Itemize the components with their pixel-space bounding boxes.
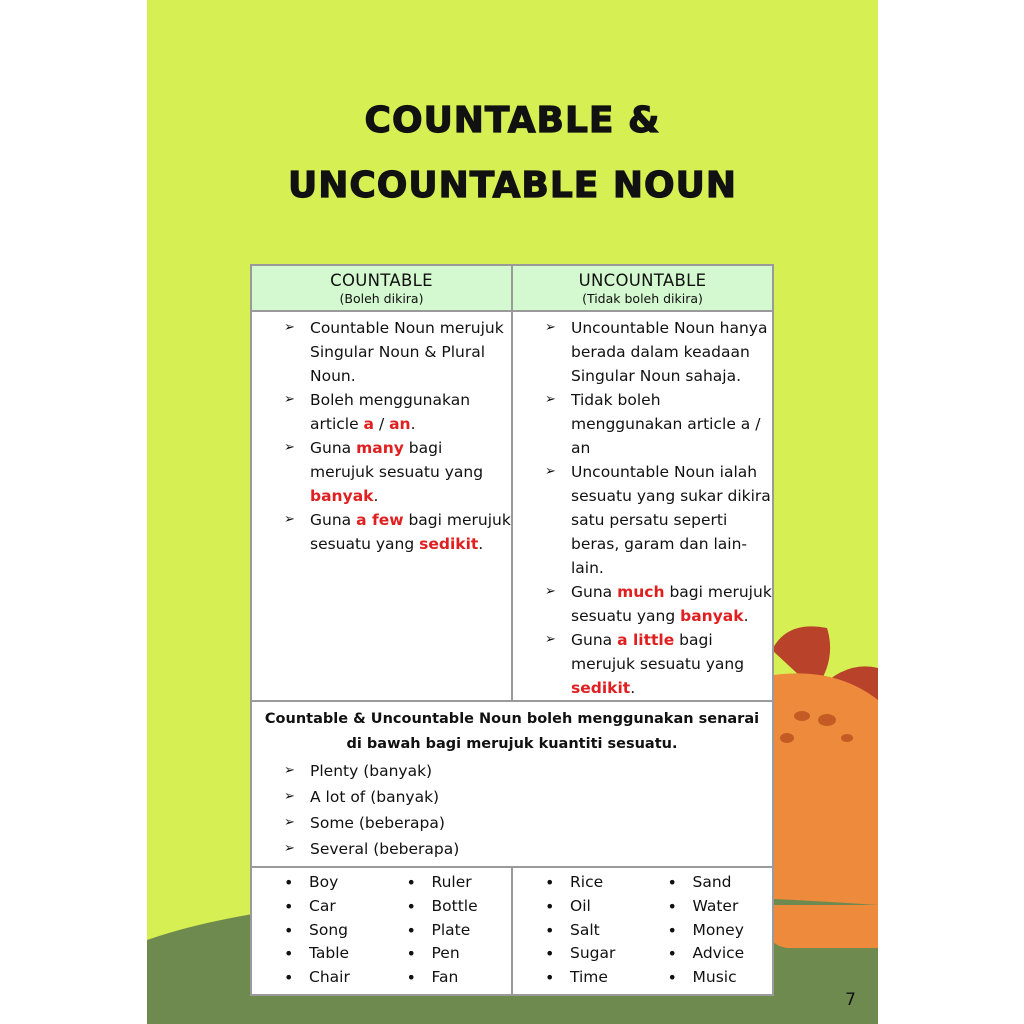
countable-example: • Song	[252, 919, 382, 943]
uncountable-rules-cell	[512, 311, 773, 701]
uncountable-example: • Oil	[513, 895, 643, 919]
rule-item	[571, 316, 772, 388]
countable-rules-list	[252, 316, 511, 556]
quantifier-item: ➢ Several (beberapa)	[310, 836, 772, 862]
uncountable-example: • Advice	[643, 942, 773, 966]
rule-text: Boleh menggunakan article	[310, 391, 471, 433]
countable-examples-cell	[251, 867, 512, 995]
quantifier-item: ➢ A lot of (banyak)	[310, 784, 772, 810]
highlight-keyword: a	[363, 415, 375, 433]
rule-item	[571, 628, 772, 700]
highlight-keyword: many	[356, 439, 404, 457]
rule-item	[310, 508, 511, 556]
countable-example: • Ruler	[382, 871, 512, 895]
rule-text: .	[743, 607, 749, 625]
countable-example: • Bottle	[382, 895, 512, 919]
uncountable-example: • Sand	[643, 871, 773, 895]
rule-text: /	[374, 415, 390, 433]
uncountable-examples-col2	[643, 871, 773, 990]
countable-rules-cell	[251, 311, 512, 701]
highlight-keyword: sedikit	[419, 535, 479, 553]
rule-item	[571, 460, 772, 580]
rule-text: bagi merujuk sesuatu yang	[310, 511, 511, 553]
countable-heading: COUNTABLE	[330, 271, 433, 290]
quantifier-note: Countable & Uncountable Noun boleh menggunakan senarai di bawah bagi merujuk kuantiti sesuatu.	[264, 711, 760, 752]
highlight-keyword: banyak	[680, 607, 744, 625]
uncountable-example: • Water	[643, 895, 773, 919]
page-title-line2: UNCOUNTABLE NOUN	[288, 165, 737, 206]
noun-comparison-table	[250, 264, 774, 996]
rule-text: Guna	[571, 631, 618, 649]
rule-item	[571, 580, 772, 628]
countable-examples-col2	[382, 871, 512, 990]
rule-text: Countable Noun merujuk Singular Noun & Plural Noun.	[310, 319, 504, 385]
rule-text: Uncountable Noun hanya berada dalam keadaan Singular Noun sahaja.	[571, 319, 768, 385]
rule-item	[571, 388, 772, 460]
rule-text: Guna	[310, 511, 357, 529]
countable-example: • Car	[252, 895, 382, 919]
uncountable-rules-list	[513, 316, 772, 700]
rule-item	[310, 436, 511, 508]
countable-example: • Chair	[252, 966, 382, 990]
uncountable-example: • Sugar	[513, 942, 643, 966]
countable-example: • Table	[252, 942, 382, 966]
uncountable-example: • Rice	[513, 871, 643, 895]
quantifier-item: ➢ Some (beberapa)	[310, 810, 772, 836]
uncountable-example: • Money	[643, 919, 773, 943]
quantifier-list	[252, 758, 772, 862]
uncountable-example: • Salt	[513, 919, 643, 943]
rule-text: Uncountable Noun ialah sesuatu yang sukar dikira satu persatu seperti beras, garam dan lain-lain.	[571, 463, 771, 577]
rule-text: .	[373, 487, 379, 505]
uncountable-subheading: (Tidak boleh dikira)	[582, 291, 703, 306]
rule-item	[310, 316, 511, 388]
highlight-keyword: an	[389, 415, 411, 433]
countable-subheading: (Boleh dikira)	[339, 291, 424, 306]
countable-example: • Plate	[382, 919, 512, 943]
highlight-keyword: banyak	[310, 487, 374, 505]
quantifier-cell	[251, 701, 773, 867]
uncountable-examples-col1	[513, 871, 643, 990]
uncountable-examples-cell	[512, 867, 773, 995]
rule-text: Guna	[310, 439, 357, 457]
rule-item	[310, 388, 511, 436]
highlight-keyword: a little	[617, 631, 675, 649]
rule-text: bagi merujuk sesuatu yang	[571, 631, 745, 673]
rule-text: bagi merujuk sesuatu yang	[310, 439, 484, 481]
highlight-keyword: a few	[356, 511, 404, 529]
rule-text: .	[478, 535, 484, 553]
uncountable-example: • Music	[643, 966, 773, 990]
uncountable-example: • Time	[513, 966, 643, 990]
countable-example: • Pen	[382, 942, 512, 966]
countable-examples-col1	[252, 871, 382, 990]
page	[147, 0, 878, 1024]
countable-example: • Boy	[252, 871, 382, 895]
quantifier-item: ➢ Plenty (banyak)	[310, 758, 772, 784]
rule-text: Guna	[571, 583, 618, 601]
uncountable-heading: UNCOUNTABLE	[578, 271, 707, 290]
uncountable-header	[512, 265, 773, 311]
rule-text: bagi merujuk sesuatu yang	[571, 583, 772, 625]
rule-text: .	[630, 679, 636, 697]
countable-example: • Fan	[382, 966, 512, 990]
rule-text: Tidak boleh menggunakan article a / an	[571, 391, 761, 457]
rule-text: .	[410, 415, 416, 433]
countable-header	[251, 265, 512, 311]
highlight-keyword: much	[617, 583, 665, 601]
page-title-line1: COUNTABLE &	[364, 100, 661, 141]
highlight-keyword: sedikit	[571, 679, 631, 697]
page-number: 7	[845, 990, 856, 1010]
